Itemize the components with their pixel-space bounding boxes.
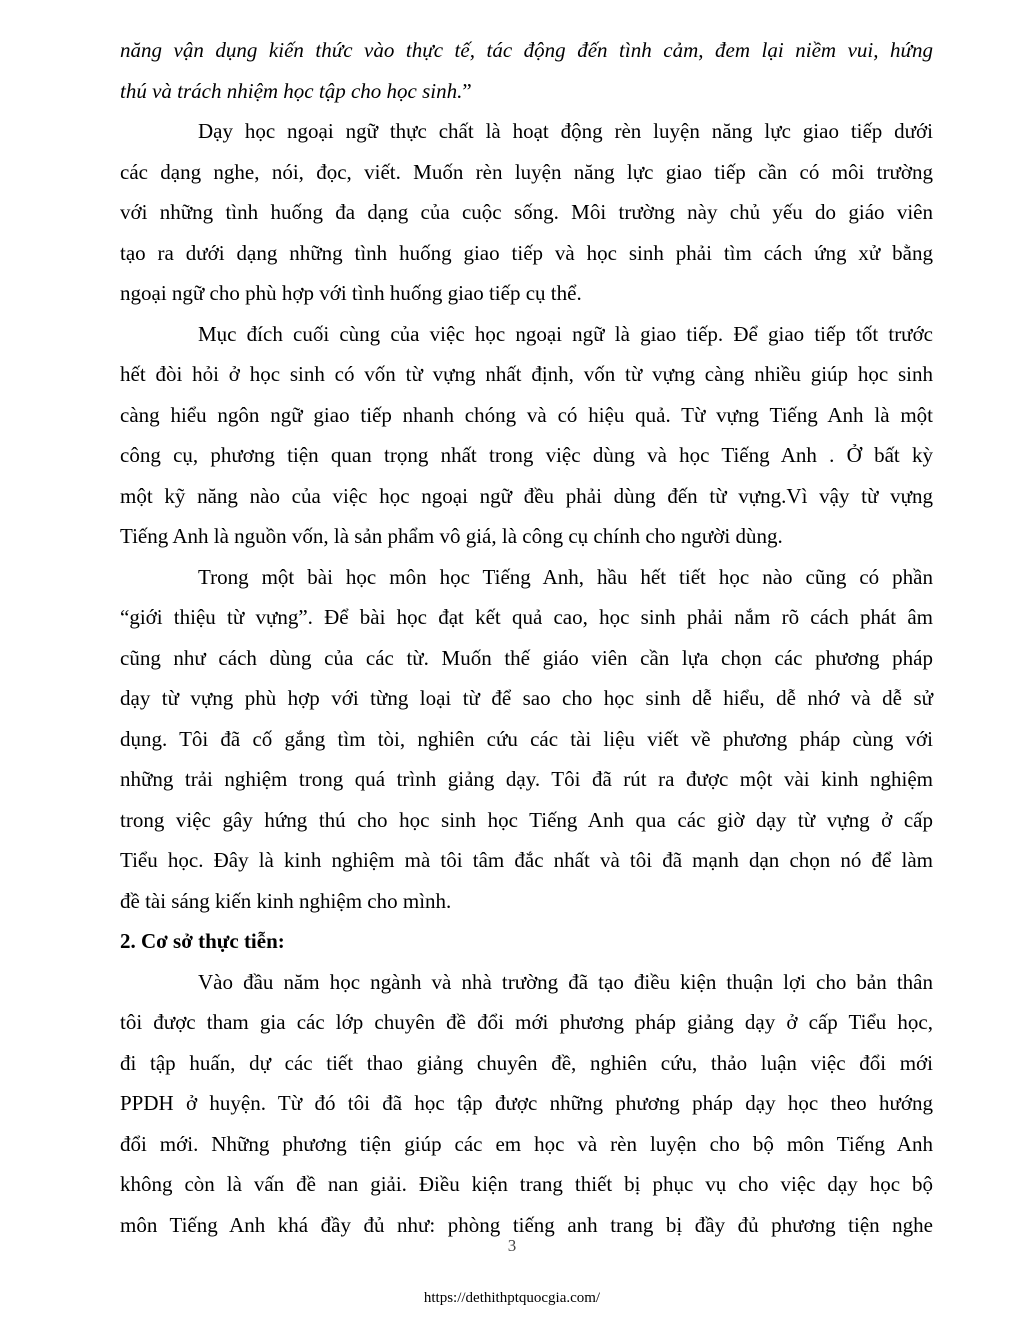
text-line: hết đòi hỏi ở học sinh có vốn từ vựng nhất định, vốn từ vựng càng nhiều giúp học sinh <box>120 362 933 386</box>
quote-ending <box>120 30 933 111</box>
text-line: Mục đích cuối cùng của việc học ngoại ngữ là giao tiếp. Để giao tiếp tốt trước <box>198 321 933 346</box>
text-line: dạy từ vựng phù hợp với từng loại từ để sao cho học sinh dễ hiểu, dễ nhớ và dễ sử <box>120 686 933 710</box>
text-line: công cụ, phương tiện quan trọng nhất trong việc dùng và học Tiếng Anh . Ở bất kỳ <box>120 443 933 467</box>
footer-url[interactable]: https://dethithptquocgia.com/ <box>423 1290 601 1306</box>
document-body <box>120 30 933 1245</box>
text-line: đi tập huấn, dự các tiết thao giảng chuyên đề, nghiên cứu, thảo luận việc đổi mới <box>120 1050 933 1075</box>
text-line: Dạy học ngoại ngữ thực chất là hoạt động rèn luyện năng lực giao tiếp dưới <box>198 119 933 143</box>
text-line: năng vận dụng kiến thức vào thực tế, tác động đến tình cảm, đem lại niềm vui, hứng <box>120 38 933 62</box>
text-line: tôi được tham gia các lớp chuyên đề đổi mới phương pháp giảng dạy ở cấp Tiểu học, <box>120 1010 933 1034</box>
text-line: một kỹ năng nào của việc học ngoại ngữ đều phải dùng đến từ vựng.Vì vậy từ vựng <box>120 483 933 508</box>
paragraph-2 <box>120 314 933 557</box>
text-line: đề tài sáng kiến kinh nghiệm cho mình. <box>120 888 452 913</box>
paragraph-1 <box>120 111 933 314</box>
text-line: Vào đầu năm học ngành và nhà trường đã tạo điều kiện thuận lợi cho bản thân <box>198 969 933 994</box>
text-line: không còn là vấn đề nan giải. Điều kiện trang thiết bị phục vụ cho việc dạy học bộ <box>120 1172 933 1196</box>
text-line: trong việc gây hứng thú cho học sinh học Tiếng Anh qua các giờ dạy từ vựng ở cấp <box>120 807 933 832</box>
text-line: dụng. Tôi đã cố gắng tìm tòi, nghiên cứu các tài liệu viết về phương pháp cùng với <box>120 726 933 751</box>
paragraph-4 <box>120 962 933 1246</box>
text-line: Tiểu học. Đây là kinh nghiệm mà tôi tâm đắc nhất và tôi đã mạnh dạn chọn nó để làm <box>120 848 933 872</box>
text-line: càng hiểu ngôn ngữ giao tiếp nhanh chóng và có hiệu quả. Từ vựng Tiếng Anh là một <box>120 402 933 427</box>
text-line: Trong một bài học môn học Tiếng Anh, hầu hết tiết học nào cũng có phần <box>198 564 933 589</box>
paragraph-3 <box>120 557 933 922</box>
text-line: đổi mới. Những phương tiện giúp các em học và rèn luyện cho bộ môn Tiếng Anh <box>120 1131 933 1156</box>
quote-text: thú và trách nhiệm học tập cho học sinh. <box>120 78 463 103</box>
text-line: Tiếng Anh là nguồn vốn, là sản phẩm vô giá, là công cụ chính cho người dùng. <box>120 524 783 548</box>
text-line: các dạng nghe, nói, đọc, viết. Muốn rèn luyện năng lực giao tiếp cần có môi trường <box>120 159 933 184</box>
text-line: môn Tiếng Anh khá đầy đủ như: phòng tiếng anh trang bị đầy đủ phương tiện nghe <box>120 1212 933 1237</box>
text-line: PPDH ở huyện. Từ đó tôi đã học tập được những phương pháp dạy học theo hướng <box>120 1091 933 1115</box>
quote-close-mark: ” <box>462 78 472 103</box>
text-line: cũng như cách dùng của các từ. Muốn thế giáo viên cần lựa chọn các phương pháp <box>120 645 933 670</box>
text-line: ngoại ngữ cho phù hợp với tình huống giao tiếp cụ thể. <box>120 281 582 305</box>
text-line: những trải nghiệm trong quá trình giảng dạy. Tôi đã rút ra được một vài kinh nghiệm <box>120 767 933 791</box>
page-number: 3 <box>507 1236 517 1255</box>
text-line: với những tình huống đa dạng của cuộc sống. Môi trường này chủ yếu do giáo viên <box>120 200 933 224</box>
text-line: tạo ra dưới dạng những tình huống giao tiếp và học sinh phải tìm cách ứng xử bằng <box>120 240 933 265</box>
text-line <box>120 71 933 112</box>
section-heading: 2. Cơ sở thực tiễn: <box>120 929 285 953</box>
text-line: “giới thiệu từ vựng”. Để bài học đạt kết quả cao, học sinh phải nắm rõ cách phát âm <box>120 605 933 629</box>
